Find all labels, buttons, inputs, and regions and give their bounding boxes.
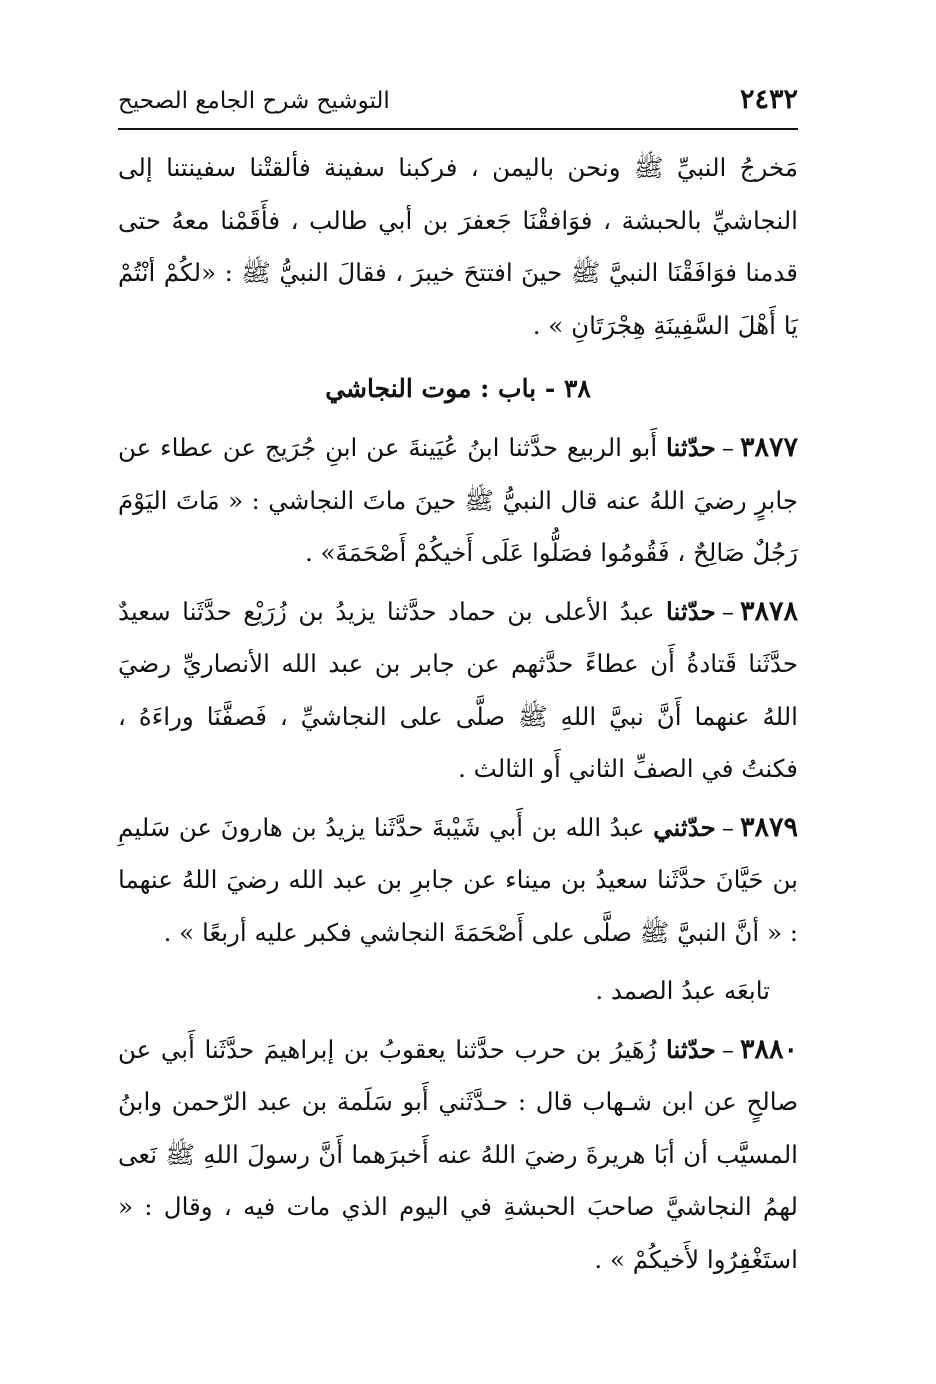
hadith-lead-word: حدّثنا xyxy=(666,433,716,462)
hadith-3878 xyxy=(118,586,798,796)
hadith-text: عبدُ الأعلى بن حماد حدَّثنا يزيدُ بن زُرَيْع حدَّثَنا سعيدٌ حدَّثَنا قَتادةُ أَن عطاءً حدَّثهم عن جابر بن عبد الله الأنصاريِّ رضيَ اللهُ عنهما أَنَّ نبيَّ اللهِ ﷺ صلَّى على النجاشيِّ ، فَصفَّنَا وراءَهُ ، فكنتُ في الصفِّ الثاني أَو الثالث . xyxy=(118,596,798,783)
hadith-3880 xyxy=(118,1024,798,1287)
hadith-lead-word: حدّثني xyxy=(653,812,716,842)
running-head xyxy=(118,78,798,130)
hadith-text: أَبو الربيع حدَّثنا ابنُ عُيَينةَ عن ابنِ جُرَيج عن عطاء عن جابرٍ رضيَ اللهُ عنه قال النبيُّ ﷺ حينَ ماتَ النجاشي : « مَاتَ اليَوْمَ رَجُلٌ صَالِحٌ ، فَقُومُوا فصَلُّوا عَلَى أَخيكُمْ أَصْحَمَةَ» . xyxy=(118,433,798,567)
hadith-lead-word: حدّثنا xyxy=(666,596,716,626)
page-number: ٢٤٣٢ xyxy=(739,84,798,115)
dash-separator: – xyxy=(721,812,734,842)
hadith-number: ٣٨٧٨ xyxy=(739,595,798,627)
hadith-3877 xyxy=(118,422,798,580)
intro-paragraph: مَخرجُ النبيِّ ﷺ ونحن باليمن ، فركبنا سفينة فألقتْنا سفينتنا إلى النجاشيِّ بالحبشة ، فوَافقْنَا جَعفرَ بن أبي طالب ، فأَقَمْنا معهُ حتى قدمنا فوَافَقْنَا النبيَّ ﷺ حينَ افتتحَ خيبرَ ، فقالَ النبيُّ ﷺ : «لكُمْ أنْتُمْ يَا أَهْلَ السَّفِينَةِ هِجْرَتَانِ » . xyxy=(118,153,798,340)
book-title: التوشيح شرح الجامع الصحيح xyxy=(118,88,390,114)
hadith-text: زُهَيرُ بن حرب حدَّثنا يعقوبُ بن إبراهيمَ حدَّثَنا أَبي عن صالحٍ عن ابن شـهاب قال : حـدَّثَني أَبو سَلَمة بن عبد الرّحمن وابنُ المسيَّب أن أبَا هريرةَ رضيَ اللهُ عنه أَخبرَهما أَنَّ رسولَ اللهِ ﷺ نَعى لهمُ النجاشيَّ صاحبَ الحبشةِ في اليوم الذي مات فيه ، وقال : « استَغْفِرُوا لأَخيكُمْ » . xyxy=(118,1034,798,1274)
follow-note: تابعَه عبدُ الصمد . xyxy=(595,976,770,1005)
hadith-number: ٣٨٨٠ xyxy=(739,1033,798,1065)
dash-separator: – xyxy=(721,596,734,626)
dash-separator: – xyxy=(721,1034,734,1064)
hadith-number: ٣٨٧٧ xyxy=(739,432,798,463)
chapter-heading: ٣٨ - باب : موت النجاشي xyxy=(325,374,591,403)
book-page xyxy=(118,78,798,1368)
dash-separator: – xyxy=(721,433,734,462)
page-body xyxy=(118,142,798,1286)
hadith-lead-word: حدّثنا xyxy=(666,1034,716,1064)
hadith-text: عبدُ الله بن أَبي شَيْبةَ حدَّثَنا يزيدُ بن هارونَ عن سَليمِ بن حَيَّانَ حدَّثَنا سعيدُ بن ميناء عن جابرِ بن عبد الله رضيَ اللهُ عنهما : « أنَّ النبيَّ ﷺ صلَّى على أَصْحَمَةَ النجاشي فكبر عليه أربعًا » . xyxy=(118,812,798,947)
hadith-3879 xyxy=(118,802,798,960)
hadith-number: ٣٨٧٩ xyxy=(739,811,798,843)
